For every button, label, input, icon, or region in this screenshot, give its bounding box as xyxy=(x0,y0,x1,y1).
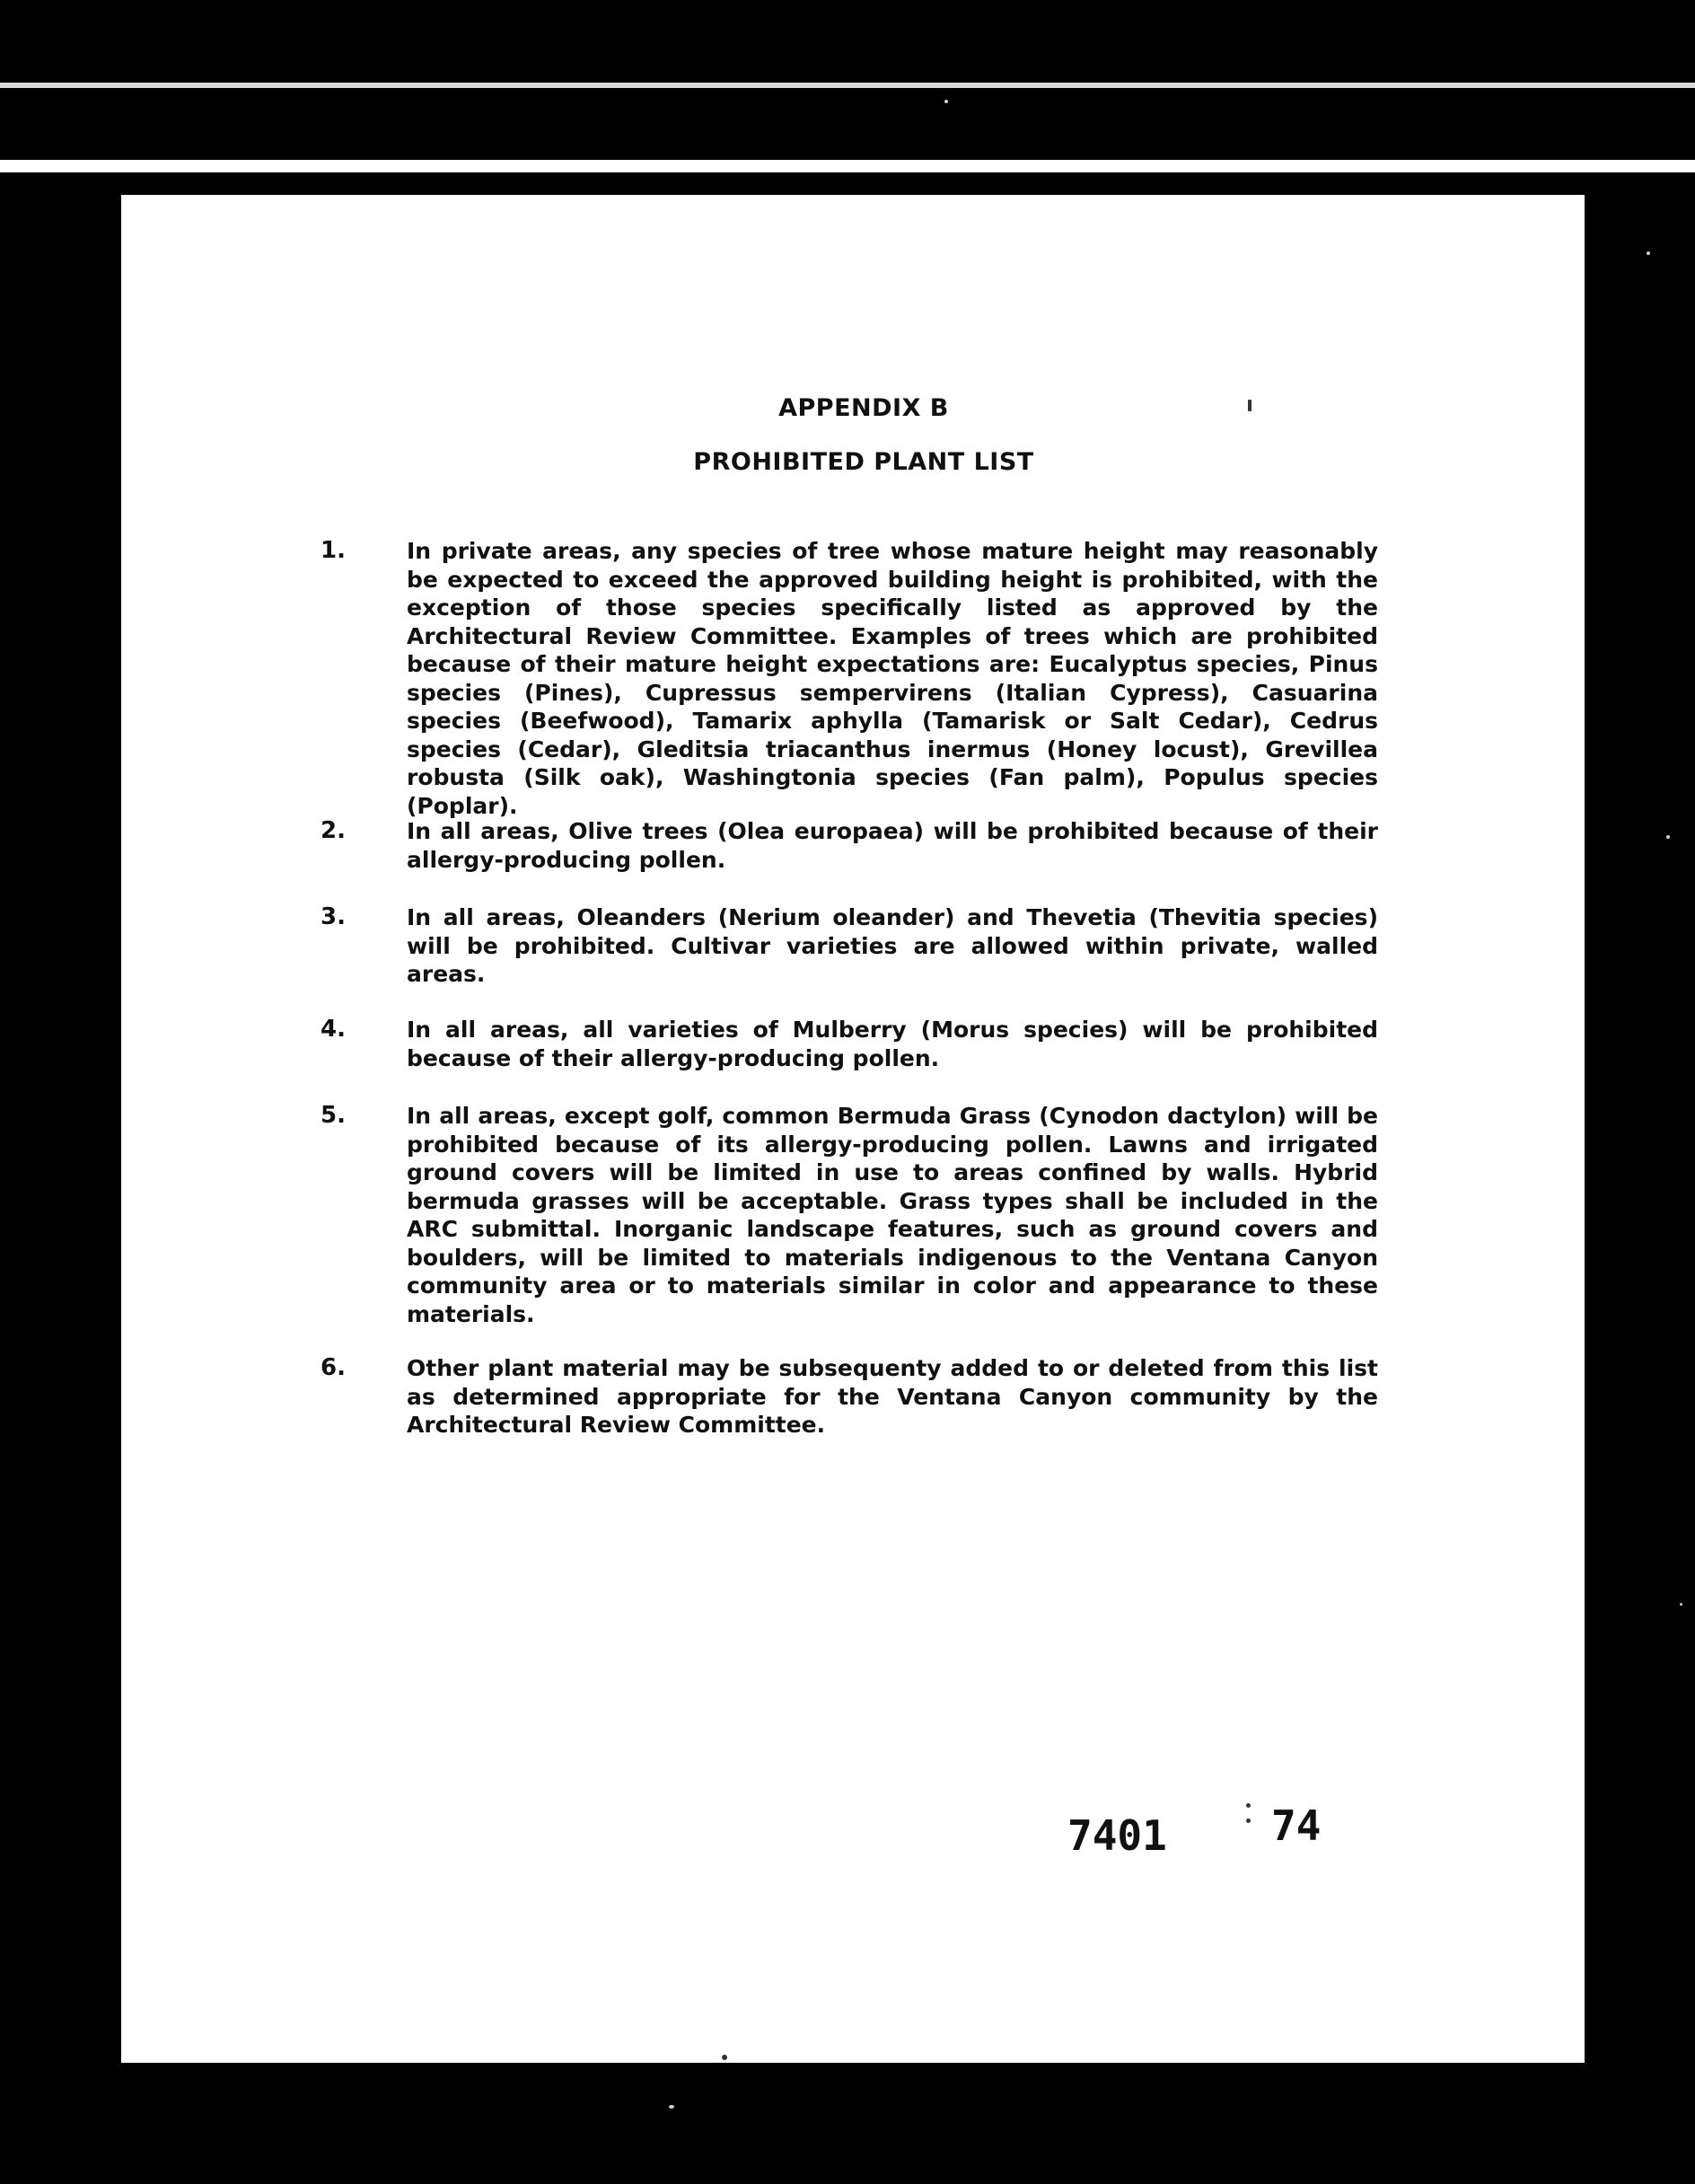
item-number: 4. xyxy=(321,1016,346,1043)
item-text: In all areas, except golf, common Bermuda Grass (Cynodon dactylon) will be prohibited because of its allergy-producing pollen. Lawns and irrigated ground covers will be limited in use to areas confined by walls. Hybrid bermuda grasses will be acceptable. Grass types shall be included in the ARC submittal. Inorganic landscape features, such as ground covers and boulders, will be limited to materials indigenous to the Ventana Canyon community area or to materials similar in color and appearance to these materials. xyxy=(407,1103,1378,1327)
item-number: 1. xyxy=(321,537,346,564)
item-text: In all areas, Olive trees (Olea europaea) will be prohibited because of their allergy-producing pollen. xyxy=(407,818,1378,873)
scan-edge-line xyxy=(0,83,1695,88)
scan-page-edge xyxy=(0,160,1695,172)
page-number: 74 xyxy=(1271,1801,1322,1850)
scan-speck xyxy=(1246,1803,1251,1808)
scan-speck xyxy=(1666,835,1670,839)
scan-speck xyxy=(1248,400,1251,411)
document-title: PROHIBITED PLANT LIST xyxy=(693,448,1034,476)
scan-speck xyxy=(1647,251,1650,255)
scan-speck xyxy=(944,100,948,103)
item-number: 6. xyxy=(321,1354,346,1381)
item-text: In all areas, all varieties of Mulberry (Morus species) will be prohibited because of their allergy-producing pollen. xyxy=(407,1017,1378,1071)
document-stamp-number: 7401 xyxy=(1067,1811,1167,1860)
document-page xyxy=(121,195,1585,2063)
appendix-heading: APPENDIX B xyxy=(778,394,949,422)
item-text: Other plant material may be subsequenty added to or deleted from this list as determined appropriate for the Ventana Canyon community by the Architectural Review Committee. xyxy=(407,1355,1378,1438)
item-number: 5. xyxy=(321,1102,346,1129)
scan-speck xyxy=(669,2105,674,2109)
item-number: 3. xyxy=(321,903,346,930)
scan-speck xyxy=(722,2055,727,2060)
item-text: In private areas, any species of tree whose mature height may reasonably be expected to exceed the approved building height is prohibited, with the exception of those species specifically listed as approved by the Architectural Review Committee. Examples of trees which are prohibited because of their mature height expectations are: Eucalyptus species, Pinus species (Pines), Cupressus sempervirens (Italian Cypress), Casuarina species (Beefwood), Tamarix aphylla (Tamarisk or Salt Cedar), Cedrus species (Cedar), Gleditsia triacanthus inermus (Honey locust), Grevillea robusta (Silk oak), Washingtonia species (Fan palm), Populus species (Poplar). xyxy=(407,538,1378,819)
scan-speck xyxy=(1680,1603,1682,1606)
item-text: In all areas, Oleanders (Nerium oleander) and Thevetia (Thevitia species) will be prohibited. Cultivar varieties are allowed within private, walled areas. xyxy=(407,904,1378,987)
scan-speck xyxy=(1246,1819,1251,1823)
item-number: 2. xyxy=(321,817,346,844)
